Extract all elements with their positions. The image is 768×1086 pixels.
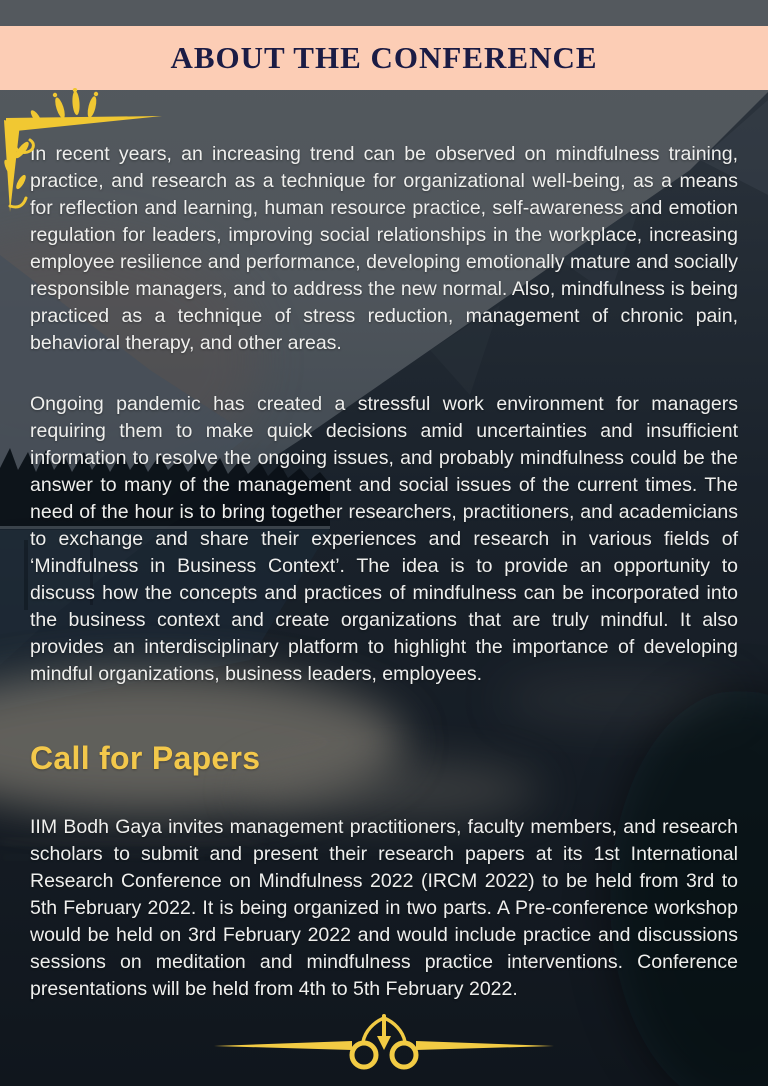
call-for-papers-paragraph: IIM Bodh Gaya invites management practitioners, faculty members, and research scholars to submit and present their research papers at its 1st International Research Conference on Mindfulness 2022 (IRCM 2022) to be held from 3rd to 5th February 2022. It is being organized in two parts. A Pre-conference workshop would be held on 3rd February 2022 and would include practice and discussions sessions on meditation and mindfulness practice interventions. Conference presentations will be held from 4th to 5th February 2022. xyxy=(30,816,738,1000)
page-title: ABOUT THE CONFERENCE xyxy=(170,40,598,75)
call-for-papers-heading: Call for Papers xyxy=(30,740,261,776)
header-banner xyxy=(0,26,768,90)
intro-paragraph: In recent years, an increasing trend can be observed on mindfulness training, practice, and research as a technique for organizational well-being, as a means for reflection and learning, human resource practice, self-awareness and emotion regulation for leaders, improving social relationships in the workplace, increasing employee resilience and performance, developing emotionally mature and socially responsible managers, and to address the new normal. Also, mindfulness is being practiced as a technique of stress reduction, management of chronic pain, behavioral therapy, and other areas. xyxy=(30,143,738,354)
context-paragraph: Ongoing pandemic has created a stressful work environment for managers requiring them to make quick decisions amid uncertainties and insufficient information to resolve the ongoing issues, and probably mindfulness could be the answer to many of the management and social issues of the current times. The need of the hour is to bring together researchers, practitioners, and academicians to exchange and share their experiences and research in various fields of ‘Mindfulness in Business Context’. The idea is to provide an opportunity to discuss how the concepts and practices of mindfulness can be incorporated into the business context and create organizations that are truly mindful. It also provides an interdisciplinary platform to highlight the importance of developing mindful organizations, business leaders, employees. xyxy=(30,393,738,685)
divider-flourish-icon xyxy=(0,1002,768,1082)
corner-flourish-icon xyxy=(0,88,175,218)
